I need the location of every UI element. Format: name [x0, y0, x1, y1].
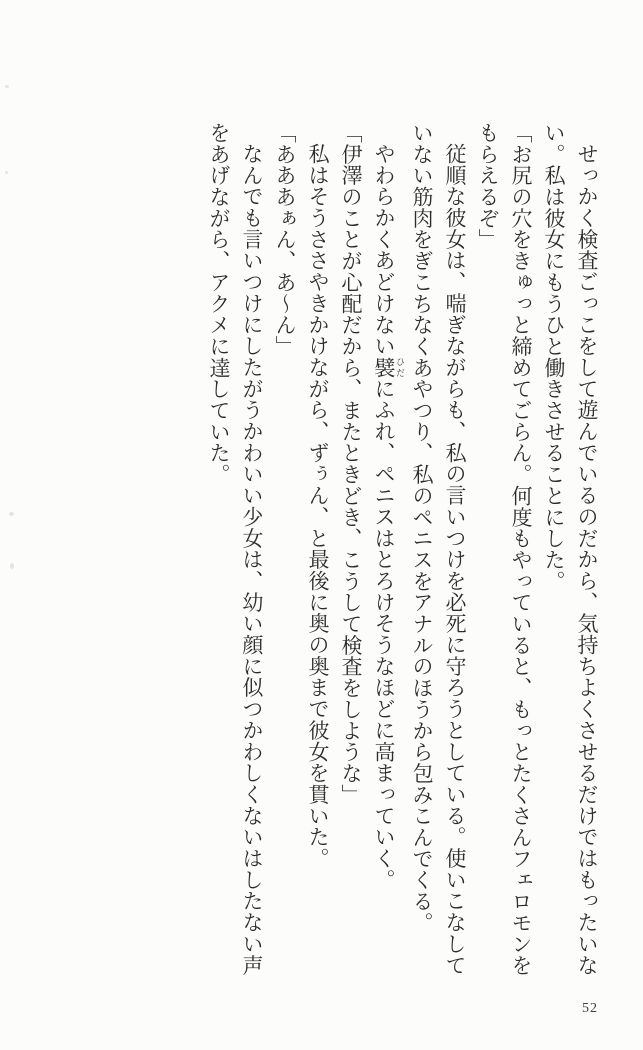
paragraph-2-dialogue: 「お尻の穴をきゅっと締めてごらん。何度もやっていると、もっとたくさんフェロモンをもらえるぞ」 [476, 122, 533, 976]
paragraph-1: せっかく検査ごっこをして遊んでいるのだから、気持ちよくさせるだけではもったいない。私は彼女にもうひと働きさせることにした。 [542, 122, 599, 976]
ruby-hida [372, 356, 405, 378]
paragraph-8: なんでも言いつけにしたがうかわいい少女は、幼い顔に似つかわしくないはしたない声をあげながら、アクメに達していた。 [207, 122, 264, 976]
paragraph-7-dialogue: 「あああぁん、あ〜ん」 [273, 122, 297, 357]
paragraph-4 [367, 122, 405, 978]
paragraph-3: 従順な彼女は、喘ぎながらも、私の言いつけを必死に守ろうとしている。使いこなしていない筋肉をぎこちなくあやつり、私のペニスをアナルのほうから包みこんでくる。 [410, 122, 467, 976]
scan-speck [10, 563, 14, 569]
scan-speck [5, 171, 8, 174]
ruby-furigana: ひだ [395, 356, 405, 378]
paragraph-5-dialogue: 「伊澤のことが心配だから、またときどき、こうして検査をしような」 [339, 122, 363, 806]
ruby-base-kanji: 襞 [372, 356, 396, 378]
text-block [205, 122, 603, 978]
paragraph-4-text-before: やわらかくあどけない [372, 143, 396, 357]
scan-speck [5, 85, 9, 88]
page-number: 52 [582, 1001, 598, 1016]
paragraph-4-text-after: にふれ、ペニスはとろけそうなほどに高まっていく。 [372, 377, 396, 891]
paragraph-6: 私はそうささやきかけながら、ずぅん、と最後に奥の奥まで彼女を貫いた。 [306, 143, 330, 869]
scan-speck [9, 512, 14, 516]
